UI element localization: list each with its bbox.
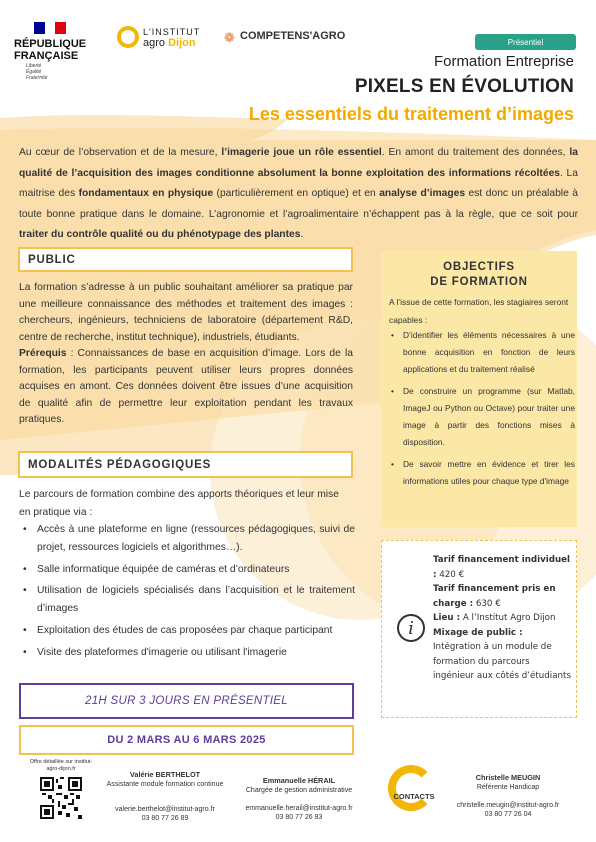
intro-text: . En amont du traitement des données, bbox=[381, 147, 570, 158]
contact-role: Référente Handicap bbox=[476, 784, 540, 791]
contact-berthelot bbox=[100, 770, 230, 823]
institut-logo-line2 bbox=[143, 37, 196, 49]
contact-phone: 03 80 77 26 83 bbox=[275, 814, 323, 821]
contact-role: Chargée de gestion administrative bbox=[245, 787, 353, 794]
intro-emphasis: fondamentaux en physique bbox=[78, 188, 214, 199]
tarif-pris-en-charge: Tarif financement pris en charge : 630 € bbox=[433, 584, 556, 609]
mixage-value: Intégration à un module de formation du parcours ingénieur aux côtés d’étudiants bbox=[433, 642, 571, 681]
list-item: • Exploitation des études de cas proposées par chaque participant bbox=[19, 622, 355, 640]
contact-meugin bbox=[440, 773, 576, 819]
list-item: • D’identifier les éléments nécessaires à une bonne acquisition en fonction de leurs applications et du traitement réalisé bbox=[389, 327, 575, 378]
contact-email[interactable]: christelle.meugin@institut-agro.fr bbox=[456, 802, 560, 809]
contact-email[interactable]: emmanuelle.herail@institut-agro.fr bbox=[245, 805, 353, 812]
competens-logo-text: COMPETENS'AGRO bbox=[240, 30, 346, 42]
institut-logo-dijon: Dijon bbox=[168, 37, 196, 49]
objectifs-heading-line2: DE FORMATION bbox=[430, 276, 528, 288]
intro-emphasis: analyse d’images bbox=[379, 188, 466, 199]
page-subtitle: Les essentiels du traitement d’images bbox=[248, 104, 574, 124]
presentiel-badge: Présentiel bbox=[475, 34, 576, 50]
objectifs-heading-line1: OBJECTIFS bbox=[443, 261, 515, 273]
institut-logo-line1: L'INSTITUT bbox=[143, 27, 201, 37]
contacts-label: CONTACTS bbox=[393, 792, 435, 801]
objectifs-list bbox=[389, 327, 575, 495]
institut-agro-logo-icon bbox=[117, 26, 139, 48]
republique-motto: Liberté Égalité Fraternité bbox=[26, 63, 48, 81]
formation-type: Formation Entreprise bbox=[433, 53, 574, 70]
list-item: • De savoir mettre en évidence et tirer les informations utiles pour chaque type d'image bbox=[389, 456, 575, 490]
contact-phone: 03 80 77 26 04 bbox=[484, 811, 532, 818]
offre-link-text[interactable]: Offre détaillée sur institut-agro-dijon.fr bbox=[29, 759, 93, 772]
modalites-intro: Le parcours de formation combine des apports théoriques et leur mise en pratique via : bbox=[19, 489, 339, 518]
dates-banner: DU 2 MARS AU 6 MARS 2025 bbox=[19, 725, 354, 755]
intro-text: . La maitrise des bbox=[19, 167, 578, 199]
list-item: • Accès à une plateforme en ligne (ressources pédagogiques, suivi de projet, ressources logiciels et algorithmes…). bbox=[19, 521, 355, 557]
contact-phone: 03 80 77 26 89 bbox=[141, 815, 189, 822]
public-text: La formation s’adresse à un public souhaitant améliorer sa pratique par une meilleure connaissance des méthodes et traitement des images : chercheurs, ingénieurs, techniciens de laboratoire (département R&D, centre de recherche, institut technique), industriels, étudiants. bbox=[19, 282, 353, 343]
contacts-logo-icon bbox=[388, 765, 434, 811]
intro-text: . bbox=[300, 229, 304, 240]
modalites-heading: MODALITÉS PÉDAGOGIQUES bbox=[18, 451, 353, 478]
contact-name: Christelle MEUGIN bbox=[475, 773, 541, 782]
list-item: • De construire un programme (sur Matlab, ImageJ ou Python ou Octave) pour traiter une image à partir des fonctions mises à disposition. bbox=[389, 383, 575, 451]
prereq-label: Prérequis bbox=[19, 348, 67, 359]
contact-name: Valérie BERTHELOT bbox=[129, 770, 201, 779]
contact-email[interactable]: valerie.berthelot@institut-agro.fr bbox=[115, 806, 215, 813]
contact-herail bbox=[232, 776, 366, 822]
intro-text: (particulièrement en optique) et en bbox=[213, 188, 380, 199]
republique-logo-text: RÉPUBLIQUE FRANÇAISE bbox=[14, 38, 87, 62]
modalites-list bbox=[19, 521, 355, 666]
contact-role: Assistante module formation continue bbox=[106, 781, 224, 788]
tarif-info bbox=[433, 553, 573, 684]
intro-emphasis: traiter du contrôle qualité ou du phénotypage des plantes bbox=[19, 229, 301, 240]
tarif-individuel: Tarif financement individuel : 420 € bbox=[433, 555, 571, 580]
page-title: PIXELS EN ÉVOLUTION bbox=[354, 76, 574, 97]
institut-logo-agro: agro bbox=[143, 37, 166, 49]
list-item: • Visite des plateformes d'imagerie ou utilisant l'imagerie bbox=[19, 644, 355, 662]
public-section bbox=[19, 280, 353, 429]
info-icon: i bbox=[397, 614, 425, 642]
mixage-label: Mixage de public : bbox=[433, 627, 523, 638]
list-item: • Salle informatique équipée de caméras et d’ordinateurs bbox=[19, 561, 355, 579]
objectifs-intro: A l’issue de cette formation, les stagiaires seront capables : bbox=[389, 297, 569, 325]
intro-emphasis: l’imagerie joue un rôle essentiel bbox=[221, 147, 382, 158]
republique-flag bbox=[34, 22, 66, 34]
competens-logo-icon: ❁ bbox=[224, 30, 235, 45]
contact-name: Emmanuelle HÉRAIL bbox=[262, 776, 336, 785]
public-heading: PUBLIC bbox=[18, 247, 353, 272]
duree-banner: 21H SUR 3 JOURS EN PRÉSENTIEL bbox=[19, 683, 354, 719]
intro-text: est donc un préalable à toute bonne pratique dans le domaine. L’agronomie et l’agroalimentaire n’échappent pas à la règle, que ce soit pour bbox=[19, 188, 578, 220]
intro-paragraph bbox=[19, 143, 578, 246]
intro-emphasis: la qualité de l’acquisition des images conditionne absolument la bonne exploitation des informations récoltées bbox=[19, 147, 578, 179]
list-item: • Utilisation de logiciels spécialisés dans l’acquisition et le traitement d’images bbox=[19, 582, 355, 618]
qr-code-icon[interactable] bbox=[40, 777, 82, 819]
prereq-text: : Connaissances de base en acquisition d’image. Lors de la formation, les participants peuvent utiliser leurs propres données acquises en amont. Ces données doivent être issues d’une acquisition de qualité afin de permettre leur exploitation pendant les travaux pratiques. bbox=[19, 348, 353, 425]
objectifs-heading bbox=[381, 260, 577, 290]
lieu: Lieu : A l’Institut Agro Dijon bbox=[433, 613, 556, 623]
intro-text: Au cœur de l’observation et de la mesure, bbox=[19, 147, 222, 158]
